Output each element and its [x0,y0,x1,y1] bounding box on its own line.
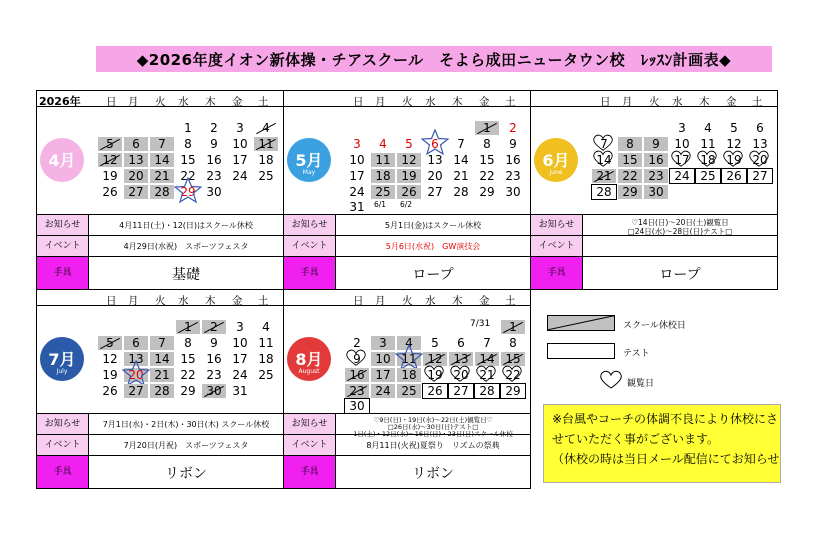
calendar-day: 1 [184,121,192,135]
month-badge-label: 6月 [542,151,570,170]
row-label-apparatus: 手具 [37,456,89,488]
calendar-day: 8 [483,137,491,151]
calendar-day: 9 [353,352,361,366]
calendar-day: 12 [102,352,118,366]
calendar-day: 24 [371,384,395,398]
calendar-day: 30 [505,185,521,199]
calendar-day: 11 [700,137,716,151]
row-label-notice: お知らせ [284,414,336,434]
row-label-notice: お知らせ [37,215,89,235]
calendar-day: 15 [501,352,525,366]
calendar-day: 18 [258,352,274,366]
calendar-day: 4 [704,121,712,135]
row-label-event: イベント [531,236,583,256]
calendar-day: 30 [202,384,226,398]
weekday-label: 火 [155,96,166,108]
calendar-day: 29 [479,185,495,199]
calendar-day: 28 [150,185,174,199]
row-label-notice: お知らせ [531,215,583,235]
calendar-day: 14 [453,153,469,167]
calendar-day: 27 [449,384,473,398]
heart-icon [344,349,368,367]
star-icon [421,129,449,155]
weekday-label: 金 [232,295,243,307]
calendar-day: 12 [98,153,122,167]
calendar-day: 2 [353,336,361,350]
apparatus-text: リボン [412,466,454,482]
weekday-label: 土 [505,96,516,108]
month-badge-label: 5月 [295,151,323,170]
calendar-day: 28 [453,185,469,199]
top-date: 7/31 [470,319,491,329]
month-badge-label: 8月 [295,350,323,369]
sub-date: 6/2 [400,200,413,209]
weekday-label: 土 [505,295,516,307]
star-icon [395,344,423,370]
weekday-label: 火 [402,96,413,108]
calendar-day: 19 [726,153,742,167]
row-label-event: イベント [37,435,89,455]
legend-viewing-label: 観覧日 [627,379,655,389]
calendar-day: 6 [124,137,148,151]
weekday-label: 土 [752,96,763,108]
calendar-day: 7 [457,137,465,151]
calendar-day: 30 [644,185,668,199]
heart-icon [474,365,498,383]
calendar-day: 27 [748,169,772,183]
heart-icon [500,365,524,383]
row-label-apparatus: 手具 [284,257,336,289]
calendar-day: 23 [644,169,668,183]
calendar-day: 26 [102,185,118,199]
calendar-day: 20 [427,169,443,183]
calendar-day: 29 [180,185,196,199]
row-label-notice: お知らせ [37,414,89,434]
legend-closed-label: スクール休校日 [623,321,686,331]
calendar-day: 29 [501,384,525,398]
star-icon [174,177,202,203]
calendar-day: 22 [180,368,196,382]
row-label-apparatus: 手具 [37,257,89,289]
calendar-day: 3 [353,137,361,151]
calendar-day: 18 [700,153,716,167]
weekday-label: 月 [128,295,139,307]
notice-line: せていただく事がございます。 [552,432,720,446]
calendar-day: 27 [427,185,443,199]
weekday-label: 木 [205,295,216,307]
notice-line: （休校の時は当日メール配信にてお知らせ [552,452,780,466]
calendar-day: 9 [509,137,517,151]
calendar-day: 10 [232,336,248,350]
heart-icon [721,150,745,168]
calendar-day: 5 [98,137,122,151]
weekday-label: 水 [178,295,189,307]
calendar-day: 14 [150,352,174,366]
heart-icon [669,150,693,168]
calendar-day: 15 [479,153,495,167]
calendar-day: 29 [180,384,196,398]
calendar-day: 14 [475,352,499,366]
calendar-day: 26 [423,384,447,398]
calendar-day: 6 [124,336,148,350]
legend-closed-swatch [547,315,615,331]
calendar-day: 13 [427,153,443,167]
notice-line: ※台風やコーチの体調不良により休校にさ [552,412,779,426]
calendar-day: 1 [475,121,499,135]
month-badge-sub: May [302,169,316,176]
heart-icon [747,150,771,168]
legend-test-label: テスト [623,349,650,359]
calendar-day: 14 [150,153,174,167]
calendar-day: 23 [206,169,222,183]
calendar-day: 11 [397,352,421,366]
calendar-day: 26 [102,384,118,398]
calendar-day: 21 [453,169,469,183]
calendar-day: 19 [102,368,118,382]
calendar-day: 16 [505,153,521,167]
calendar-day: 19 [397,169,421,183]
calendar-day: 30 [206,185,222,199]
weekday-label: 月 [128,96,139,108]
event-text: 4月29日(水祝) スポーツフェスタ [123,242,249,251]
calendar-day: 23 [345,384,369,398]
calendar-day: 31 [232,384,248,398]
header-divider [37,305,283,306]
weekday-label: 日 [353,96,364,108]
calendar-day: 5 [730,121,738,135]
calendar-day: 13 [449,352,473,366]
calendar-day: 21 [592,169,616,183]
weekday-label: 金 [726,96,737,108]
calendar-day: 8 [184,137,192,151]
calendar-day: 15 [180,352,196,366]
notice-text: ♡9日(日)・19日(水)～22日(土)観覧日♡ [373,416,493,424]
calendar-day: 12 [423,352,447,366]
calendar-day: 12 [726,137,742,151]
heart-icon [598,370,624,390]
calendar-day: 24 [349,185,365,199]
notice-text: □24日(水)～28日(日)テスト□ [627,227,733,236]
calendar-day: 17 [349,169,365,183]
calendar-day: 16 [644,153,668,167]
calendar-day: 28 [150,384,174,398]
calendar-day: 23 [206,368,222,382]
calendar-day: 9 [210,137,218,151]
apparatus-text: 基礎 [172,267,200,283]
calendar-day: 25 [371,185,395,199]
calendar-day: 7 [150,336,174,350]
page-title: ◆2026年度イオン新体操・チアスクール そよら成田ニュータウン校 ﾚｯｽﾝ計画表◆ [136,51,732,69]
calendar-day: 10 [674,137,690,151]
notice-box [543,404,781,483]
calendar-day: 12 [397,153,421,167]
calendar-day: 28 [475,384,499,398]
calendar-day: 6 [457,336,465,350]
weekday-label: 日 [600,96,611,108]
weekday-label: 水 [178,96,189,108]
header-divider [37,106,283,107]
calendar-day: 5 [98,336,122,350]
calendar-day: 2 [202,320,226,334]
calendar-day: 2 [210,121,218,135]
weekday-label: 土 [258,295,269,307]
calendar-day: 22 [180,169,196,183]
calendar-day: 5 [431,336,439,350]
weekday-label: 木 [205,96,216,108]
heart-icon [591,150,615,168]
calendar-day: 13 [124,352,148,366]
weekday-label: 土 [258,96,269,108]
calendar-day: 16 [206,153,222,167]
calendar-day: 21 [150,368,174,382]
calendar-day: 17 [674,153,690,167]
calendar-day: 27 [124,185,148,199]
calendar-day: 16 [206,352,222,366]
calendar-day: 10 [371,352,395,366]
calendar-day: 20 [752,153,768,167]
calendar-day: 25 [258,169,274,183]
weekday-label: 金 [232,96,243,108]
weekday-label: 日 [106,295,117,307]
calendar-day: 6 [431,137,439,151]
weekday-label: 日 [353,295,364,307]
calendar-day: 11 [258,336,274,350]
calendar-day: 1 [501,320,525,334]
calendar-day: 18 [397,368,421,382]
calendar-day: 10 [349,153,365,167]
calendar-day: 31 [349,200,365,214]
calendar-day: 6 [756,121,764,135]
apparatus-text: リボン [165,466,207,482]
calendar-day: 22 [479,169,495,183]
apparatus-text: ロープ [659,267,701,283]
weekday-label: 水 [425,96,436,108]
month-badge-label: 4月 [48,151,76,170]
calendar-day: 24 [232,368,248,382]
calendar-day: 27 [124,384,148,398]
weekday-label: 火 [155,295,166,307]
calendar-day: 3 [678,121,686,135]
heart-icon [422,365,446,383]
calendar-day: 11 [371,153,395,167]
calendar-day: 8 [184,336,192,350]
legend-test-swatch [547,343,615,359]
calendar-day: 23 [505,169,521,183]
calendar-day: 11 [254,137,278,151]
heart-icon [448,365,472,383]
weekday-label: 金 [479,295,490,307]
calendar-day: 15 [618,153,642,167]
calendar-day: 7 [483,336,491,350]
calendar-day: 25 [696,169,720,183]
notice-text: □26日(水)～30日(日)テスト□ [387,423,479,431]
calendar-day: 10 [232,137,248,151]
calendar-day: 19 [102,169,118,183]
calendar-day: 8 [509,336,517,350]
row-label-apparatus: 手具 [284,456,336,488]
header-divider [284,106,530,107]
weekday-label: 水 [672,96,683,108]
calendar-day: 21 [479,368,495,382]
calendar-day: 3 [236,121,244,135]
row-label-apparatus: 手具 [531,257,583,289]
calendar-day: 26 [397,185,421,199]
calendar-day: 20 [124,169,148,183]
row-label-notice: お知らせ [284,215,336,235]
calendar-day: 22 [505,368,521,382]
calendar-day: 14 [596,153,612,167]
month-badge-label: 7月 [48,350,76,369]
month-badge-sub: June [549,169,563,176]
calendar-day: 7 [600,137,608,151]
calendar-day: 13 [752,137,768,151]
weekday-label: 木 [452,295,463,307]
calendar-day: 22 [618,169,642,183]
calendar-day: 25 [397,384,421,398]
header-divider [531,106,777,107]
event-text: 8月11日(火祝)夏祭り リズムの祭典 [366,441,500,450]
event-text: 5月6日(水祝) GW演技会 [385,242,481,251]
calendar-day: 7 [150,137,174,151]
header-divider [284,305,530,306]
heart-icon [695,150,719,168]
calendar-day: 25 [258,368,274,382]
calendar-day: 4 [262,320,270,334]
weekday-label: 水 [425,295,436,307]
calendar-day: 20 [124,368,148,382]
calendar-day: 17 [371,368,395,382]
calendar-day: 2 [509,121,517,135]
star-icon [122,360,150,386]
calendar-day: 24 [232,169,248,183]
weekday-label: 木 [452,96,463,108]
weekday-label: 火 [649,96,660,108]
calendar-day: 26 [722,169,746,183]
calendar-day: 28 [592,185,616,199]
month-badge-sub: July [56,368,68,375]
calendar-day: 29 [618,185,642,199]
calendar-day: 3 [236,320,244,334]
calendar-day: 24 [670,169,694,183]
row-label-event: イベント [284,435,336,455]
calendar-day: 3 [371,336,395,350]
calendar-day: 4 [254,121,278,135]
weekday-label: 火 [402,295,413,307]
calendar-day: 19 [427,368,443,382]
calendar-day: 1 [176,320,200,334]
weekday-label: 月 [622,96,633,108]
sub-date: 6/1 [374,200,387,209]
calendar-day: 18 [371,169,395,183]
weekday-label: 日 [106,96,117,108]
event-text: 7月20日(月祝) スポーツフェスタ [123,441,249,450]
calendar-day: 17 [232,352,248,366]
calendar-day: 18 [258,153,274,167]
calendar-day: 4 [379,137,387,151]
weekday-label: 月 [375,96,386,108]
calendar-day: 16 [345,368,369,382]
notice-text: 5月1日(金)はスクール休校 [384,221,482,230]
calendar-day: 20 [453,368,469,382]
calendar-day: 9 [210,336,218,350]
calendar-day: 21 [150,169,174,183]
weekday-label: 金 [479,96,490,108]
calendar-day: 8 [618,137,642,151]
calendar-day: 9 [644,137,668,151]
notice-text: 7月1日(水)・2日(木)・30日(木) スクール休校 [102,420,270,429]
calendar-day: 15 [180,153,196,167]
row-label-event: イベント [284,236,336,256]
calendar-day: 4 [397,336,421,350]
weekday-label: 月 [375,295,386,307]
notice-text: ♡14日(日)～20日(土)観覧日 [631,218,729,227]
calendar-day: 5 [405,137,413,151]
row-label-event: イベント [37,236,89,256]
month-badge-sub: August [298,368,320,375]
calendar-day: 17 [232,153,248,167]
notice-text: 1日(土)・12日(水)～16日(日)・23日(日)スクール休校 [353,430,513,438]
notice-text: 4月11日(土)・12(日)はスクール休校 [119,221,253,230]
apparatus-text: ロープ [412,267,454,283]
calendar-day: 30 [345,399,369,413]
year-label: 2026年 [39,95,81,108]
calendar-day: 13 [124,153,148,167]
weekday-label: 木 [699,96,710,108]
